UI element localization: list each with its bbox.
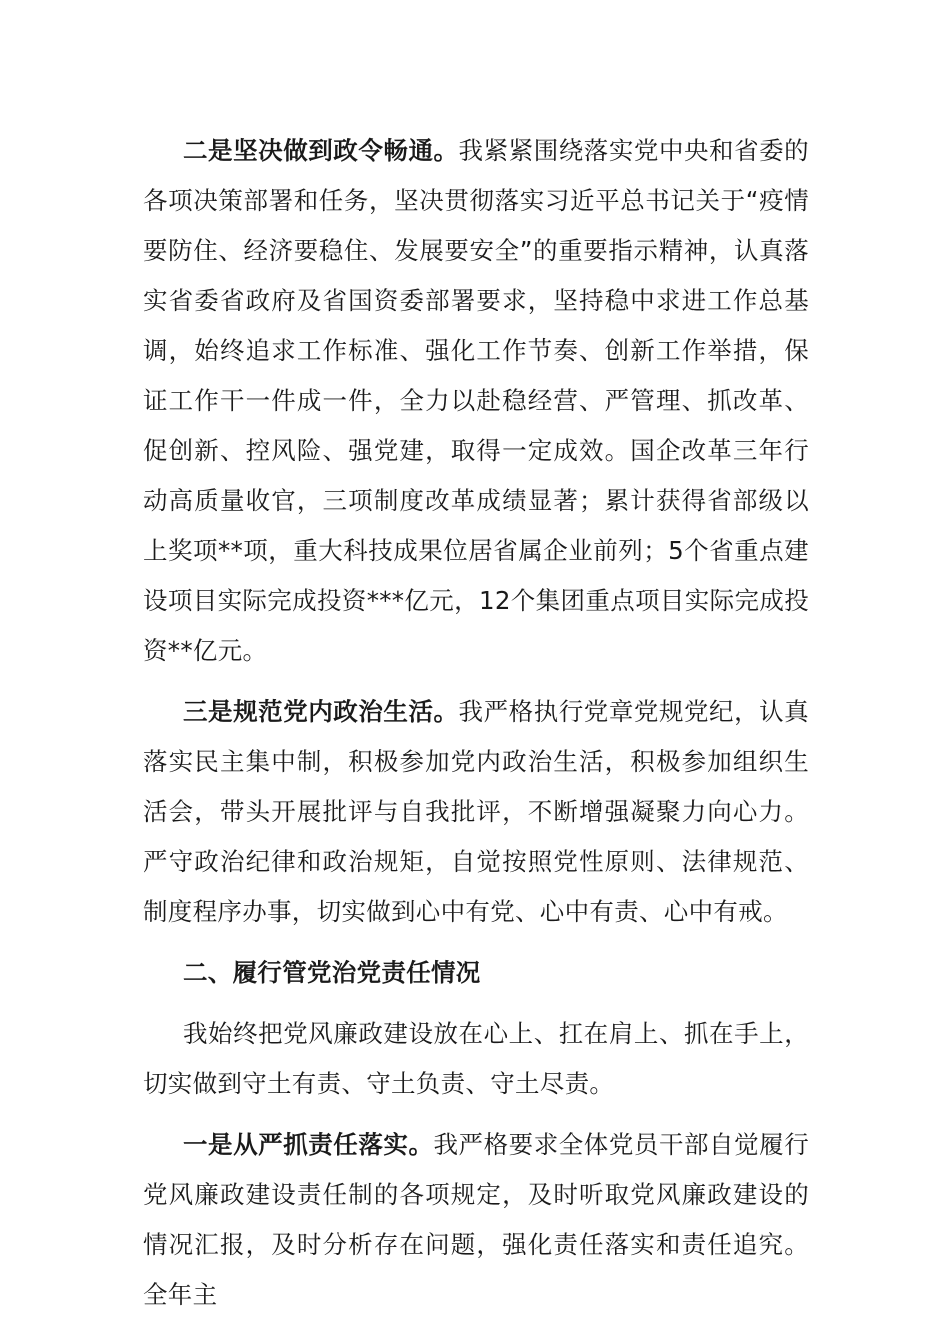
paragraph-text: 我严格执行党章党规党纪，认真落实民主集中制，积极参加党内政治生活，积极参加组织生活会，带头开展批评与自我批评，不断增强凝聚力向心力。严守政治纪律和政治规矩，自觉按照党性原则、法律规范、制度程序办事，切实做到心中有党、心中有责、心中有戒。 (143, 697, 809, 926)
paragraph-text: 我始终把党风廉政建设放在心上、扛在肩上、抓在手上，切实做到守土有责、守土负责、守土尽责。 (143, 1019, 809, 1098)
paragraph-intro-responsibility (143, 1009, 809, 1109)
paragraph-responsibility-implementation (143, 1120, 809, 1320)
document-body (143, 126, 809, 1320)
paragraph-lead: 二是坚决做到政令畅通。 (183, 136, 459, 165)
paragraph-lead: 一是从严抓责任落实。 (183, 1130, 434, 1159)
paragraph-party-political-life (143, 687, 809, 937)
paragraph-policy-implementation (143, 126, 809, 676)
paragraph-lead: 三是规范党内政治生活。 (183, 697, 459, 726)
paragraph-text: 我紧紧围绕落实党中央和省委的各项决策部署和任务，坚决贯彻落实习近平总书记关于“疫情要防住、经济要稳住、发展要安全”的重要指示精神，认真落实省委省政府及省国资委部署要求，坚持稳中求进工作总基调，始终追求工作标准、强化工作节奏、创新工作举措，保证工作干一件成一件，全力以赴稳经营、严管理、抓改革、促创新、控风险、强党建，取得一定成效。国企改革三年行动高质量收官，三项制度改革成绩显著；累计获得省部级以上奖项**项，重大科技成果位居省属企业前列；5个省重点建设项目实际完成投资***亿元，12个集团重点项目实际完成投资**亿元。 (143, 136, 809, 665)
section-heading: 二、履行管党治党责任情况 (183, 958, 481, 987)
paragraph-text: 我严格要求全体党员干部自觉履行党风廉政建设责任制的各项规定，及时听取党风廉政建设的情况汇报，及时分析存在问题，强化责任落实和责任追究。全年主 (143, 1130, 809, 1309)
